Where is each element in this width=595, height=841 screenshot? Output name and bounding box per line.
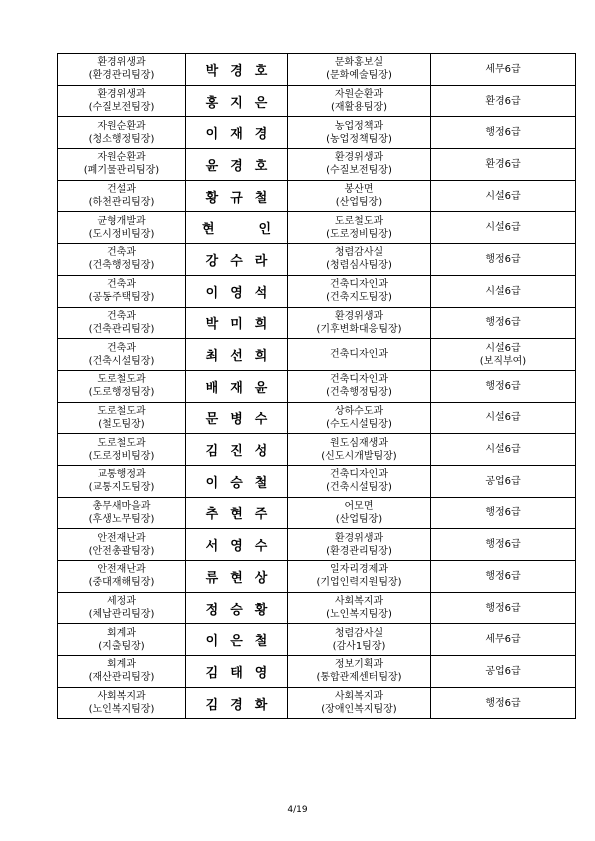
name-cell <box>186 117 288 149</box>
new-team: (기업인력지원팀장) <box>316 577 402 589</box>
table-row <box>58 592 576 624</box>
current-department: 자원순환과 <box>97 152 146 164</box>
grade: 시설6급 <box>485 285 521 297</box>
name-cell <box>186 561 288 593</box>
current-position-cell <box>58 339 186 371</box>
current-position-cell <box>58 275 186 307</box>
grade-cell <box>431 149 576 181</box>
grade: 시설6급 <box>485 342 521 354</box>
employee-name: 이 영 석 <box>205 285 268 301</box>
new-team: (건축지도팀장) <box>326 292 392 304</box>
current-department: 세정과 <box>107 596 136 608</box>
new-team: (감사1팀장) <box>332 640 386 652</box>
new-position-cell <box>288 434 431 466</box>
employee-name: 황 규 철 <box>205 190 268 206</box>
new-team: (환경관리팀장) <box>326 545 392 557</box>
grade-cell <box>431 85 576 117</box>
current-team: (수질보전팀장) <box>88 102 155 114</box>
new-position-cell <box>288 85 431 117</box>
new-position-cell <box>288 561 431 593</box>
table-row <box>58 275 576 307</box>
grade: 환경6급 <box>485 158 521 170</box>
current-position-cell <box>58 244 186 276</box>
table-row <box>58 244 576 276</box>
current-position-cell <box>58 434 186 466</box>
new-department: 원도심재생과 <box>330 437 388 449</box>
page-number: 4/19 <box>287 805 308 815</box>
grade-cell <box>431 339 576 371</box>
new-position-cell <box>288 687 431 719</box>
new-department: 상하수도과 <box>334 405 384 417</box>
new-position-cell <box>288 402 431 434</box>
new-team: (건축행정팀장) <box>326 387 392 399</box>
new-team: (산업팀장) <box>335 197 383 209</box>
new-department: 청렴감사실 <box>334 247 384 259</box>
current-position-cell <box>58 497 186 529</box>
table-row <box>58 180 576 212</box>
new-department: 건축디자인과 <box>330 374 388 386</box>
grade: 행정6급 <box>485 570 521 582</box>
new-position-cell <box>288 307 431 339</box>
new-department: 어모면 <box>344 500 374 512</box>
table-row <box>58 465 576 497</box>
new-department: 사회복지과 <box>334 596 384 608</box>
grade: 시설6급 <box>485 190 521 202</box>
current-department: 환경위생과 <box>97 89 146 101</box>
employee-name: 박 미 희 <box>205 317 268 333</box>
employee-name: 문 병 수 <box>205 412 268 428</box>
new-team: (문화예술팀장) <box>326 70 392 82</box>
table-row <box>58 54 576 86</box>
grade-cell <box>431 180 576 212</box>
employee-name: 김 진 성 <box>205 444 268 460</box>
name-cell <box>186 85 288 117</box>
new-department: 건축디자인과 <box>330 469 388 481</box>
grade-cell <box>431 244 576 276</box>
current-position-cell <box>58 212 186 244</box>
name-cell <box>186 434 288 466</box>
grade-cell <box>431 561 576 593</box>
grade: 행정6급 <box>485 127 521 139</box>
name-cell <box>186 370 288 402</box>
current-team: (후생노무팀장) <box>88 513 155 525</box>
current-department: 건축과 <box>107 279 136 291</box>
new-position-cell <box>288 117 431 149</box>
table-row <box>58 529 576 561</box>
new-position-cell <box>288 180 431 212</box>
current-team: (도로정비팀장) <box>88 450 155 462</box>
new-position-cell <box>288 497 431 529</box>
new-position-cell <box>288 465 431 497</box>
new-position-cell <box>288 592 431 624</box>
name-cell <box>186 339 288 371</box>
new-team: (도로정비팀장) <box>326 228 392 240</box>
employee-name: 김 태 영 <box>205 665 268 681</box>
current-position-cell <box>58 592 186 624</box>
current-position-cell <box>58 656 186 688</box>
grade: 시설6급 <box>485 222 521 234</box>
name-cell <box>186 275 288 307</box>
name-cell <box>186 54 288 86</box>
current-department: 안전재난과 <box>97 564 146 576</box>
employee-name: 김 경 화 <box>205 697 268 713</box>
new-position-cell <box>288 54 431 86</box>
grade: 시설6급 <box>485 444 521 456</box>
table-row <box>58 307 576 339</box>
new-department: 도로철도과 <box>334 215 384 227</box>
new-department: 자원순환과 <box>334 89 384 101</box>
employee-name: 박 경 호 <box>205 63 268 79</box>
grade-cell <box>431 465 576 497</box>
name-cell <box>186 592 288 624</box>
current-position-cell <box>58 529 186 561</box>
grade-cell <box>431 497 576 529</box>
name-cell <box>186 687 288 719</box>
table-row <box>58 434 576 466</box>
new-department: 봉산면 <box>344 184 374 196</box>
current-department: 회계과 <box>107 627 136 639</box>
current-team: (건축행정팀장) <box>88 260 155 272</box>
new-department: 사회복지과 <box>334 691 384 703</box>
grade: 행정6급 <box>485 539 521 551</box>
new-team: (기후변화대응팀장) <box>316 323 402 335</box>
grade-cell <box>431 117 576 149</box>
current-team: (건축시설팀장) <box>88 355 155 367</box>
grade: 공업6급 <box>485 475 521 487</box>
grade: 환경6급 <box>485 95 521 107</box>
grade-cell <box>431 656 576 688</box>
new-department: 농업정책과 <box>334 120 384 132</box>
current-team: (노인복지팀장) <box>88 704 155 716</box>
table-row <box>58 117 576 149</box>
current-team: (체납관리팀장) <box>88 609 155 621</box>
table-row <box>58 212 576 244</box>
new-department: 문화홍보실 <box>334 57 384 69</box>
current-team: (환경관리팀장) <box>88 70 155 82</box>
name-cell <box>186 212 288 244</box>
current-team: (폐기물관리팀장) <box>83 165 160 177</box>
current-team: (건축관리팀장) <box>88 323 155 335</box>
table-row <box>58 339 576 371</box>
new-department: 건축디자인과 <box>330 349 388 361</box>
current-department: 자원순환과 <box>97 120 146 132</box>
grade-cell <box>431 370 576 402</box>
new-team: (재활용팀장) <box>330 102 388 114</box>
personnel-table <box>57 53 576 719</box>
current-position-cell <box>58 370 186 402</box>
grade-cell <box>431 592 576 624</box>
table-row <box>58 687 576 719</box>
new-department: 건축디자인과 <box>330 279 388 291</box>
current-team: (교통지도팀장) <box>88 482 155 494</box>
grade: 세무6급 <box>485 634 521 646</box>
name-cell <box>186 529 288 561</box>
new-team: (건축시설팀장) <box>326 482 392 494</box>
current-team: (철도팀장) <box>98 418 145 430</box>
new-team: (통합관제센터팀장) <box>316 672 402 684</box>
current-team: (공동주택팀장) <box>88 292 155 304</box>
current-position-cell <box>58 85 186 117</box>
table-row <box>58 370 576 402</box>
grade: 행정6급 <box>485 253 521 265</box>
new-department: 환경위생과 <box>334 532 384 544</box>
name-cell <box>186 465 288 497</box>
new-department: 환경위생과 <box>334 152 384 164</box>
name-cell <box>186 307 288 339</box>
grade-cell <box>431 307 576 339</box>
current-position-cell <box>58 561 186 593</box>
new-position-cell <box>288 275 431 307</box>
current-position-cell <box>58 465 186 497</box>
employee-name: 추 현 주 <box>205 507 268 523</box>
current-department: 총무새마을과 <box>92 500 151 512</box>
grade: 행정6급 <box>485 697 521 709</box>
current-department: 도로철도과 <box>97 374 146 386</box>
current-position-cell <box>58 180 186 212</box>
table-row <box>58 656 576 688</box>
employee-name: 정 승 황 <box>205 602 268 618</box>
current-department: 도로철도과 <box>97 405 146 417</box>
new-department: 청렴감사실 <box>334 627 384 639</box>
table-row <box>58 149 576 181</box>
new-team: (청렴심사팀장) <box>326 260 392 272</box>
employee-name: 현 인 <box>201 222 272 238</box>
current-position-cell <box>58 149 186 181</box>
grade-cell <box>431 402 576 434</box>
new-position-cell <box>288 244 431 276</box>
grade: 행정6급 <box>485 507 521 519</box>
current-department: 건축과 <box>107 342 136 354</box>
current-department: 건축과 <box>107 247 136 259</box>
new-position-cell <box>288 212 431 244</box>
grade: 세무6급 <box>485 63 521 75</box>
current-team: (하천관리팀장) <box>88 197 155 209</box>
grade-cell <box>431 212 576 244</box>
new-department: 환경위생과 <box>334 310 384 322</box>
current-position-cell <box>58 687 186 719</box>
current-position-cell <box>58 624 186 656</box>
grade-cell <box>431 54 576 86</box>
current-department: 건축과 <box>107 310 136 322</box>
name-cell <box>186 624 288 656</box>
current-position-cell <box>58 402 186 434</box>
employee-name: 이 재 경 <box>205 127 268 143</box>
grade-cell <box>431 687 576 719</box>
new-department: 정보기획과 <box>334 659 384 671</box>
new-team: (노인복지팀장) <box>326 609 392 621</box>
grade: 시설6급 <box>485 412 521 424</box>
current-team: (도로행정팀장) <box>88 387 155 399</box>
current-department: 회계과 <box>107 659 136 671</box>
employee-name: 홍 지 은 <box>205 95 268 111</box>
grade: 행정6급 <box>485 317 521 329</box>
new-team: (수질보전팀장) <box>326 165 392 177</box>
grade: 공업6급 <box>485 665 521 677</box>
current-department: 균형개발과 <box>97 215 146 227</box>
new-department: 일자리경제과 <box>330 564 388 576</box>
current-team: (지출팀장) <box>98 640 145 652</box>
employee-name: 이 승 철 <box>205 475 268 491</box>
current-team: (청소행정팀장) <box>88 133 155 145</box>
table-row <box>58 624 576 656</box>
grade-cell <box>431 624 576 656</box>
employee-name: 윤 경 호 <box>205 158 268 174</box>
new-team: (수도시설팀장) <box>326 418 392 430</box>
grade: 행정6급 <box>485 602 521 614</box>
new-team: (장애인복지팀장) <box>321 704 397 716</box>
table-row <box>58 85 576 117</box>
employee-name: 서 영 수 <box>205 539 268 555</box>
grade-note: (보직부여) <box>479 355 527 367</box>
new-team: (산업팀장) <box>335 513 383 525</box>
current-position-cell <box>58 307 186 339</box>
new-team: (농업정책팀장) <box>326 133 392 145</box>
current-department: 도로철도과 <box>97 437 146 449</box>
current-team: (재산관리팀장) <box>88 672 155 684</box>
grade-cell <box>431 529 576 561</box>
personnel-table-body <box>58 54 576 719</box>
employee-name: 최 선 희 <box>205 349 268 365</box>
table-row <box>58 561 576 593</box>
new-position-cell <box>288 339 431 371</box>
grade-cell <box>431 434 576 466</box>
employee-name: 류 현 상 <box>205 570 268 586</box>
employee-name: 이 은 철 <box>205 634 268 650</box>
new-position-cell <box>288 656 431 688</box>
current-team: (도시정비팀장) <box>88 228 155 240</box>
grade: 행정6급 <box>485 380 521 392</box>
table-row <box>58 402 576 434</box>
current-position-cell <box>58 117 186 149</box>
employee-name: 강 수 라 <box>205 253 268 269</box>
new-position-cell <box>288 149 431 181</box>
name-cell <box>186 497 288 529</box>
current-department: 환경위생과 <box>97 57 146 69</box>
new-position-cell <box>288 624 431 656</box>
current-team: (안전총괄팀장) <box>88 545 155 557</box>
current-team: (중대재해팀장) <box>88 577 155 589</box>
new-position-cell <box>288 529 431 561</box>
name-cell <box>186 656 288 688</box>
table-row <box>58 497 576 529</box>
name-cell <box>186 402 288 434</box>
current-position-cell <box>58 54 186 86</box>
grade-cell <box>431 275 576 307</box>
new-position-cell <box>288 370 431 402</box>
name-cell <box>186 180 288 212</box>
current-department: 교통행정과 <box>97 469 146 481</box>
current-department: 사회복지과 <box>97 691 146 703</box>
current-department: 안전재난과 <box>97 532 146 544</box>
name-cell <box>186 244 288 276</box>
new-team: (신도시개발팀장) <box>321 450 397 462</box>
name-cell <box>186 149 288 181</box>
current-department: 건설과 <box>107 184 136 196</box>
employee-name: 배 재 윤 <box>205 380 268 396</box>
